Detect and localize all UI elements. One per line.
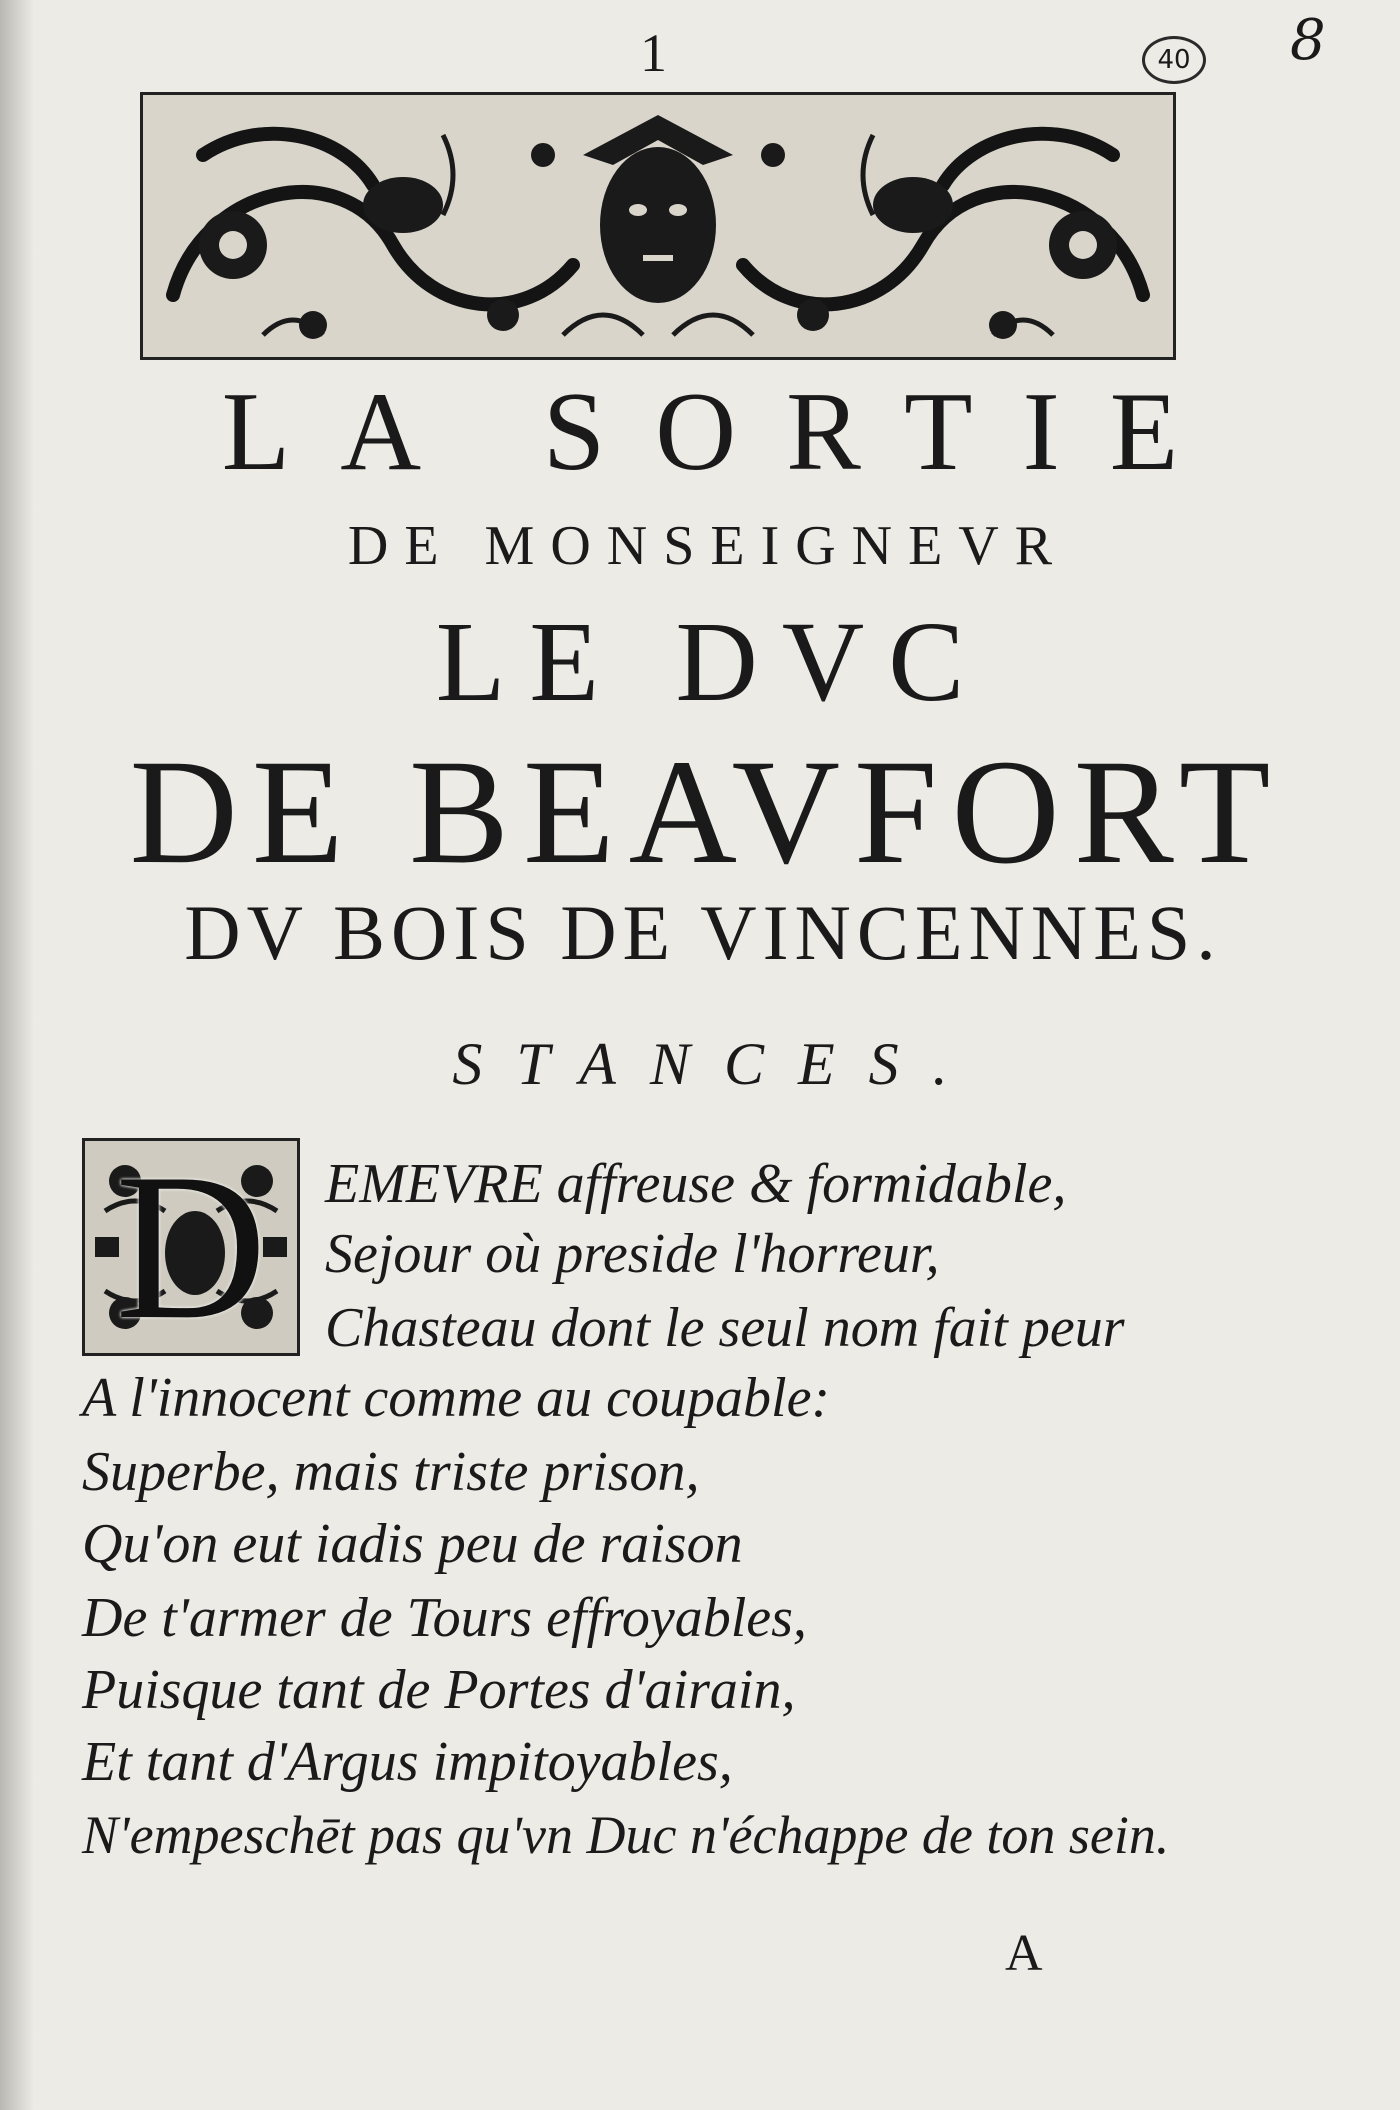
title-line-1: LA SORTIE <box>221 370 1229 494</box>
section-heading: STANCES. <box>452 1031 982 1097</box>
library-stamp: 40 <box>1142 36 1206 84</box>
signature-mark: A <box>1005 1925 1043 1982</box>
verse-line: EMEVRE affreuse & formidable, <box>325 1153 1067 1215</box>
title-line-4: DE BEAVFORT <box>129 729 1285 895</box>
verse-line: Sejour où preside l'horreur, <box>325 1223 940 1285</box>
initial-letter: D <box>115 1138 267 1356</box>
title-line-5: DV BOIS DE VINCENNES. <box>184 889 1222 976</box>
handwritten-number: 8 <box>1290 8 1326 73</box>
verse-line: Chasteau dont le seul nom fait peur <box>325 1297 1125 1359</box>
folio-number: 1 <box>640 23 667 83</box>
verse-line: Puisque tant de Portes d'airain, <box>82 1659 796 1721</box>
title-line-2: DE MONSEIGNEVR <box>347 515 1069 577</box>
verse-line: Qu'on eut iadis peu de raison <box>82 1513 743 1575</box>
verse-line: Et tant d'Argus impitoyables, <box>82 1731 733 1793</box>
verse-line: N'empeschēt pas qu'vn Duc n'échappe de ton sein. <box>82 1805 1170 1865</box>
title-line-3: LE DVC <box>435 598 989 725</box>
verse-line: A l'innocent comme au coupable: <box>82 1367 831 1429</box>
verse-line: De t'armer de Tours effroyables, <box>82 1587 807 1649</box>
verse-line: Superbe, mais triste prison, <box>82 1441 700 1503</box>
